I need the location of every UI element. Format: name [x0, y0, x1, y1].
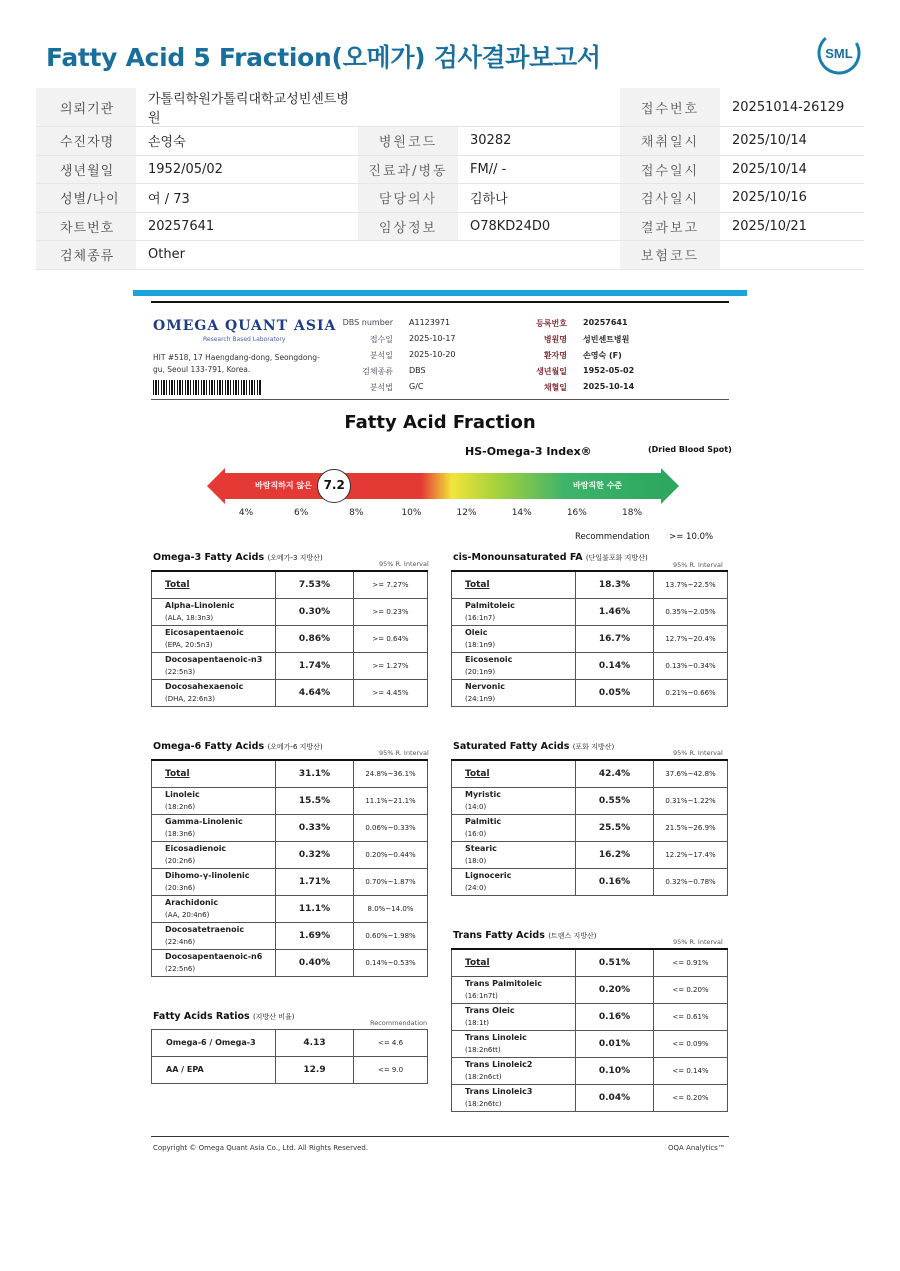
fatty-acid-value: 12.9 — [276, 1057, 354, 1084]
fatty-acid-value: 0.86% — [276, 625, 354, 652]
index-recommendation — [575, 532, 713, 542]
omega6-interval-label: 95% R. Interval — [379, 749, 429, 757]
info-value: 2025/10/16 — [720, 184, 864, 213]
info-value: Other — [136, 241, 358, 270]
fatty-acid-notation: (24:0) — [465, 883, 487, 892]
info-value: 2025/10/21 — [720, 212, 864, 241]
scale-ticks — [133, 508, 747, 522]
fatty-acid-value: 0.04% — [576, 1084, 654, 1111]
fatty-acid-name: Trans Oleic (18:1t) — [452, 1003, 576, 1030]
fatty-acid-value: 0.16% — [576, 1003, 654, 1030]
info-label: 결과보고 — [620, 212, 720, 241]
info-label: 차트번호 — [36, 212, 136, 241]
info-label: 생년월일 — [36, 155, 136, 184]
sample-meta-left — [333, 318, 473, 398]
fatty-acid-notation: (16:0) — [465, 829, 487, 838]
reference-range: <= 9.0 — [354, 1057, 428, 1084]
report-panel — [133, 290, 747, 1170]
fatty-acid-name: Palmitic (16:0) — [452, 814, 576, 841]
table-row — [152, 895, 428, 922]
table-row — [452, 1084, 728, 1111]
info-value: 여 / 73 — [136, 184, 358, 213]
fatty-acid-name: Total — [452, 571, 576, 598]
scale-tick-label: 10% — [401, 508, 422, 518]
reference-range: 12.7%~20.4% — [654, 625, 728, 652]
reference-range: <= 0.61% — [654, 1003, 728, 1030]
ratios-table — [151, 1029, 428, 1084]
fatty-acid-name: Total — [152, 760, 276, 787]
fatty-acid-value: 0.16% — [576, 868, 654, 895]
fatty-acid-value: 4.13 — [276, 1030, 354, 1057]
fatty-acid-name: Stearic (18:0) — [452, 841, 576, 868]
fatty-acid-name: Trans Linoleic (18:2n6tt) — [452, 1030, 576, 1057]
fatty-acid-value: 25.5% — [576, 814, 654, 841]
fatty-acid-notation: (18:1n9) — [465, 640, 496, 649]
reference-range: 0.70%~1.87% — [354, 868, 428, 895]
fatty-acid-name: Docosapentaenoic-n6 (22:5n6) — [152, 949, 276, 976]
fatty-acid-notation: (18:2n6) — [165, 802, 196, 811]
info-row — [36, 241, 864, 270]
fatty-acid-value: 0.10% — [576, 1057, 654, 1084]
fatty-acid-value: 1.69% — [276, 922, 354, 949]
info-label: 접수일시 — [620, 155, 720, 184]
info-value: 30282 — [458, 127, 620, 156]
fatty-acid-notation: (EPA, 20:5n3) — [165, 640, 213, 649]
fatty-acid-value: 0.20% — [576, 976, 654, 1003]
table-row — [452, 1030, 728, 1057]
table-row — [452, 841, 728, 868]
fatty-acid-value: 0.40% — [276, 949, 354, 976]
fatty-acid-value: 1.74% — [276, 652, 354, 679]
fatty-acid-name: Alpha-Linolenic (ALA, 18:3n3) — [152, 598, 276, 625]
meta-value: 1952-05-02 — [583, 366, 635, 375]
info-value: O78KD24D0 — [458, 212, 620, 241]
fatty-acid-name: Total — [452, 760, 576, 787]
reference-range: 0.32%~0.78% — [654, 868, 728, 895]
fatty-acid-notation: (18:1t) — [465, 1018, 489, 1027]
fatty-acid-name: Palmitoleic (16:1n7) — [452, 598, 576, 625]
table-row — [452, 949, 728, 976]
fatty-acid-notation: (18:2n6tt) — [465, 1045, 501, 1054]
info-row — [36, 155, 864, 184]
info-label: 수진자명 — [36, 127, 136, 156]
info-value — [458, 241, 620, 270]
fatty-acid-notation: (20:3n6) — [165, 883, 196, 892]
copyright-text: Copyright © Omega Quant Asia Co., Ltd. All Rights Reserved. — [153, 1144, 369, 1152]
table-row — [152, 598, 428, 625]
info-value: 2025/10/14 — [720, 127, 864, 156]
omega3-section-title: Omega-3 Fatty Acids (오메가-3 지방산) — [153, 552, 323, 563]
fatty-acid-name: Docosatetraenoic (22:4n6) — [152, 922, 276, 949]
info-label: 의뢰기관 — [36, 88, 136, 127]
scale-tick-label: 16% — [566, 508, 587, 518]
fatty-acid-notation: (DHA, 22:6n3) — [165, 694, 215, 703]
recommendation-value: >= 10.0% — [669, 532, 714, 542]
reference-range: <= 0.09% — [654, 1030, 728, 1057]
fatty-acid-name: Dihomo-γ-linolenic (20:3n6) — [152, 868, 276, 895]
table-row — [152, 625, 428, 652]
footer-divider — [151, 1136, 729, 1137]
table-row — [452, 571, 728, 598]
scale-left-label: 바람직하지 않은 — [255, 481, 312, 490]
oqa-analytics-brand: OQA Analytics™ — [668, 1144, 725, 1152]
report-top-bar — [133, 290, 747, 296]
info-row — [36, 88, 864, 127]
info-row — [36, 184, 864, 213]
table-row — [152, 949, 428, 976]
fatty-acid-value: 7.53% — [276, 571, 354, 598]
fatty-acid-name: Trans Linoleic2 (18:2n6ct) — [452, 1057, 576, 1084]
fatty-acid-notation: (20:2n6) — [165, 856, 196, 865]
fatty-acid-value: 18.3% — [576, 571, 654, 598]
fatty-acid-value: 11.1% — [276, 895, 354, 922]
meta-label: 환자명 — [543, 351, 567, 360]
reference-range: 0.14%~0.53% — [354, 949, 428, 976]
omega3-index-scale — [207, 468, 679, 504]
meta-value: 손영숙 (F) — [583, 351, 622, 360]
info-label: 검체종류 — [36, 241, 136, 270]
reference-range: 0.13%~0.34% — [654, 652, 728, 679]
fatty-acid-name: Eicosapentaenoic (EPA, 20:5n3) — [152, 625, 276, 652]
omega3-table — [151, 570, 428, 707]
omega3-interval-label: 95% R. Interval — [379, 560, 429, 568]
table-row — [152, 571, 428, 598]
scale-tick-label: 4% — [238, 508, 254, 518]
fatty-acid-notation: (22:5n6) — [165, 964, 196, 973]
fatty-acid-value: 42.4% — [576, 760, 654, 787]
sfa-table — [451, 759, 728, 896]
meta-label: 등록번호 — [536, 319, 567, 328]
table-row — [452, 598, 728, 625]
lab-subtitle: Research Based Laboratory — [203, 336, 286, 343]
meta-label: 검체종류 — [362, 367, 393, 376]
reference-range: 8.0%~14.0% — [354, 895, 428, 922]
scale-tick-label: 6% — [294, 508, 309, 518]
fatty-acid-value: 0.51% — [576, 949, 654, 976]
info-value: 가톨릭학원가톨릭대학교성빈센트병원 — [136, 88, 358, 127]
meta-value: DBS — [409, 366, 426, 375]
reference-range: >= 0.64% — [354, 625, 428, 652]
info-label — [358, 241, 458, 270]
mufa-interval-label: 95% R. Interval — [673, 561, 723, 569]
fatty-acid-name: AA / EPA — [152, 1057, 276, 1084]
sample-meta-right — [513, 318, 663, 398]
fatty-acid-name: Arachidonic (AA, 20:4n6) — [152, 895, 276, 922]
table-row — [152, 679, 428, 706]
sfa-section-title: Saturated Fatty Acids (포화 지방산) — [453, 741, 615, 752]
sfa-interval-label: 95% R. Interval — [673, 749, 723, 757]
table-row — [152, 814, 428, 841]
info-value: 김하나 — [458, 184, 620, 213]
mufa-table — [451, 570, 728, 707]
sml-logo-text: SML — [825, 46, 853, 61]
info-label: 성별/나이 — [36, 184, 136, 213]
reference-range: 0.31%~1.22% — [654, 787, 728, 814]
reference-range: <= 0.20% — [654, 1084, 728, 1111]
hs-omega-title: HS-Omega-3 Index® — [465, 445, 592, 458]
meta-label: 생년월일 — [536, 367, 567, 376]
table-row — [452, 1057, 728, 1084]
fatty-acid-name: Gamma-Linolenic (18:3n6) — [152, 814, 276, 841]
info-label: 담당의사 — [358, 184, 458, 213]
meta-label: 분석일 — [369, 351, 393, 360]
meta-value: 20257641 — [583, 318, 628, 327]
table-row — [152, 652, 428, 679]
report-top-line — [151, 301, 729, 303]
fatty-acid-value: 1.46% — [576, 598, 654, 625]
info-value: 손영숙 — [136, 127, 358, 156]
fatty-acid-name: Nervonic (24:1n9) — [452, 679, 576, 706]
info-value — [720, 241, 864, 270]
scale-tick-label: 12% — [456, 508, 477, 518]
dried-blood-spot-note: (Dried Blood Spot) — [648, 445, 732, 454]
trans-section-title: Trans Fatty Acids (트랜스 지방산) — [453, 930, 597, 941]
fatty-acid-name: Linoleic (18:2n6) — [152, 787, 276, 814]
fatty-acid-value: 0.14% — [576, 652, 654, 679]
scale-tick-label: 8% — [349, 508, 364, 518]
reference-range: >= 4.45% — [354, 679, 428, 706]
omega6-section-title: Omega-6 Fatty Acids (오메가-6 지방산) — [153, 741, 323, 752]
fatty-acid-notation: (14:0) — [465, 802, 487, 811]
fatty-acid-value: 16.2% — [576, 841, 654, 868]
fatty-acid-name: Myristic (14:0) — [452, 787, 576, 814]
meta-label: 분석법 — [369, 383, 393, 392]
fatty-acid-value: 16.7% — [576, 625, 654, 652]
meta-label: 병원명 — [543, 335, 567, 344]
fatty-acid-notation: (18:0) — [465, 856, 487, 865]
patient-info-table — [36, 88, 864, 270]
fatty-acid-value: 0.05% — [576, 679, 654, 706]
fatty-acid-value: 31.1% — [276, 760, 354, 787]
info-value — [458, 88, 620, 127]
fatty-acid-name: Trans Linoleic3 (18:2n6tc) — [452, 1084, 576, 1111]
info-label — [358, 88, 458, 127]
reference-range: 21.5%~26.9% — [654, 814, 728, 841]
info-label: 보험코드 — [620, 241, 720, 270]
reference-range: >= 7.27% — [354, 571, 428, 598]
fatty-acid-notation: (AA, 20:4n6) — [165, 910, 210, 919]
scale-right-label: 바람직한 수준 — [573, 481, 623, 490]
mufa-section-title: cis-Monounsaturated FA (단일불포화 지방산) — [453, 552, 648, 563]
reference-range: 0.35%~2.05% — [654, 598, 728, 625]
fatty-acid-value: 4.64% — [276, 679, 354, 706]
reference-range: <= 0.20% — [654, 976, 728, 1003]
fatty-acid-notation: (18:3n6) — [165, 829, 196, 838]
table-row — [152, 787, 428, 814]
fatty-acid-value: 0.32% — [276, 841, 354, 868]
fatty-acid-value: 0.55% — [576, 787, 654, 814]
lab-address: HIT #518, 17 Haengdang-dong, Seongdong-gu, Seoul 133-791, Korea. — [153, 353, 320, 374]
reference-range: 13.7%~22.5% — [654, 571, 728, 598]
reference-range: 11.1%~21.1% — [354, 787, 428, 814]
barcode-icon — [153, 380, 261, 395]
meta-label: 채혈일 — [543, 383, 567, 392]
fatty-acid-name: Oleic (18:1n9) — [452, 625, 576, 652]
meta-value: 2025-10-17 — [409, 334, 456, 343]
fatty-acid-notation: (20:1n9) — [465, 667, 496, 676]
reference-range: 0.06%~0.33% — [354, 814, 428, 841]
reference-range: 37.6%~42.8% — [654, 760, 728, 787]
reference-range: 12.2%~17.4% — [654, 841, 728, 868]
table-row — [452, 679, 728, 706]
info-value: 20257641 — [136, 212, 358, 241]
table-row — [152, 760, 428, 787]
meta-value: G/C — [409, 382, 424, 391]
info-value: 2025/10/14 — [720, 155, 864, 184]
scale-tick-label: 18% — [621, 508, 643, 518]
recommendation-label: Recommendation — [575, 532, 650, 542]
meta-value: 2025-10-14 — [583, 382, 635, 391]
omega6-table — [151, 759, 428, 977]
fatty-acid-name: Docosapentaenoic-n3 (22:5n3) — [152, 652, 276, 679]
reference-range: <= 0.91% — [654, 949, 728, 976]
reference-range: 0.21%~0.66% — [654, 679, 728, 706]
fatty-acid-notation: (ALA, 18:3n3) — [165, 613, 214, 622]
ratios-section-title: Fatty Acids Ratios (지방산 비율) — [153, 1011, 295, 1022]
info-label: 검사일시 — [620, 184, 720, 213]
fatty-acid-notation: (18:2n6ct) — [465, 1072, 502, 1081]
trans-interval-label: 95% R. Interval — [673, 938, 723, 946]
page-title: Fatty Acid 5 Fraction(오메가) 검사결과보고서 — [46, 43, 601, 72]
scale-value-marker: 7.2 — [317, 469, 351, 503]
info-value: 20251014-26129 — [720, 88, 864, 127]
reference-range: 0.60%~1.98% — [354, 922, 428, 949]
table-row — [152, 1057, 428, 1084]
meta-label: DBS number — [342, 318, 393, 327]
fatty-acid-name: Eicosadienoic (20:2n6) — [152, 841, 276, 868]
reference-range: >= 1.27% — [354, 652, 428, 679]
reference-range: 0.20%~0.44% — [354, 841, 428, 868]
scale-tick-label: 14% — [511, 508, 532, 518]
table-row — [452, 625, 728, 652]
info-label: 채취일시 — [620, 127, 720, 156]
fatty-acid-name: Omega-6 / Omega-3 — [152, 1030, 276, 1057]
table-row — [152, 868, 428, 895]
fatty-acid-name: Trans Palmitoleic (16:1n7t) — [452, 976, 576, 1003]
trans-table — [451, 948, 728, 1112]
fatty-acid-notation: (22:5n3) — [165, 667, 196, 676]
info-label: 임상정보 — [358, 212, 458, 241]
meta-value: 성빈센트병원 — [583, 335, 630, 344]
scale-right-arrow-icon — [661, 468, 679, 504]
reference-range: 24.8%~36.1% — [354, 760, 428, 787]
reference-range: <= 0.14% — [654, 1057, 728, 1084]
info-value: FM// - — [458, 155, 620, 184]
table-row — [452, 787, 728, 814]
fatty-acid-notation: (24:1n9) — [465, 694, 496, 703]
fatty-acid-name: Eicosenoic (20:1n9) — [452, 652, 576, 679]
table-row — [152, 1030, 428, 1057]
info-row — [36, 212, 864, 241]
table-row — [152, 841, 428, 868]
fatty-acid-title: Fatty Acid Fraction — [344, 412, 536, 433]
table-row — [452, 1003, 728, 1030]
info-label: 진료과/병동 — [358, 155, 458, 184]
table-row — [152, 922, 428, 949]
fatty-acid-value: 0.01% — [576, 1030, 654, 1057]
ratios-recommendation-label: Recommendation — [370, 1019, 428, 1027]
fatty-acid-name: Lignoceric (24:0) — [452, 868, 576, 895]
info-label: 접수번호 — [620, 88, 720, 127]
header-divider — [151, 399, 729, 400]
info-value: 1952/05/02 — [136, 155, 358, 184]
fatty-acid-value: 15.5% — [276, 787, 354, 814]
fatty-acid-value: 1.71% — [276, 868, 354, 895]
table-row — [452, 652, 728, 679]
meta-label: 접수일 — [369, 335, 393, 344]
info-row — [36, 127, 864, 156]
meta-value: 2025-10-20 — [409, 350, 456, 359]
fatty-acid-value: 0.33% — [276, 814, 354, 841]
fatty-acid-notation: (16:1n7) — [465, 613, 496, 622]
table-row — [452, 976, 728, 1003]
fatty-acid-notation: (22:4n6) — [165, 937, 196, 946]
table-row — [452, 814, 728, 841]
fatty-acid-name: Total — [452, 949, 576, 976]
fatty-acid-name: Docosahexaenoic (DHA, 22:6n3) — [152, 679, 276, 706]
reference-range: <= 4.6 — [354, 1030, 428, 1057]
table-row — [452, 760, 728, 787]
table-row — [452, 868, 728, 895]
reference-range: >= 0.23% — [354, 598, 428, 625]
fatty-acid-name: Total — [152, 571, 276, 598]
info-label: 병원코드 — [358, 127, 458, 156]
sml-logo-icon — [816, 30, 862, 76]
meta-value: A1123971 — [409, 318, 451, 327]
lab-logo: OMEGA QUANT ASIA — [153, 318, 337, 334]
fatty-acid-notation: (16:1n7t) — [465, 991, 498, 1000]
fatty-acid-notation: (18:2n6tc) — [465, 1099, 502, 1108]
fatty-acid-value: 0.30% — [276, 598, 354, 625]
